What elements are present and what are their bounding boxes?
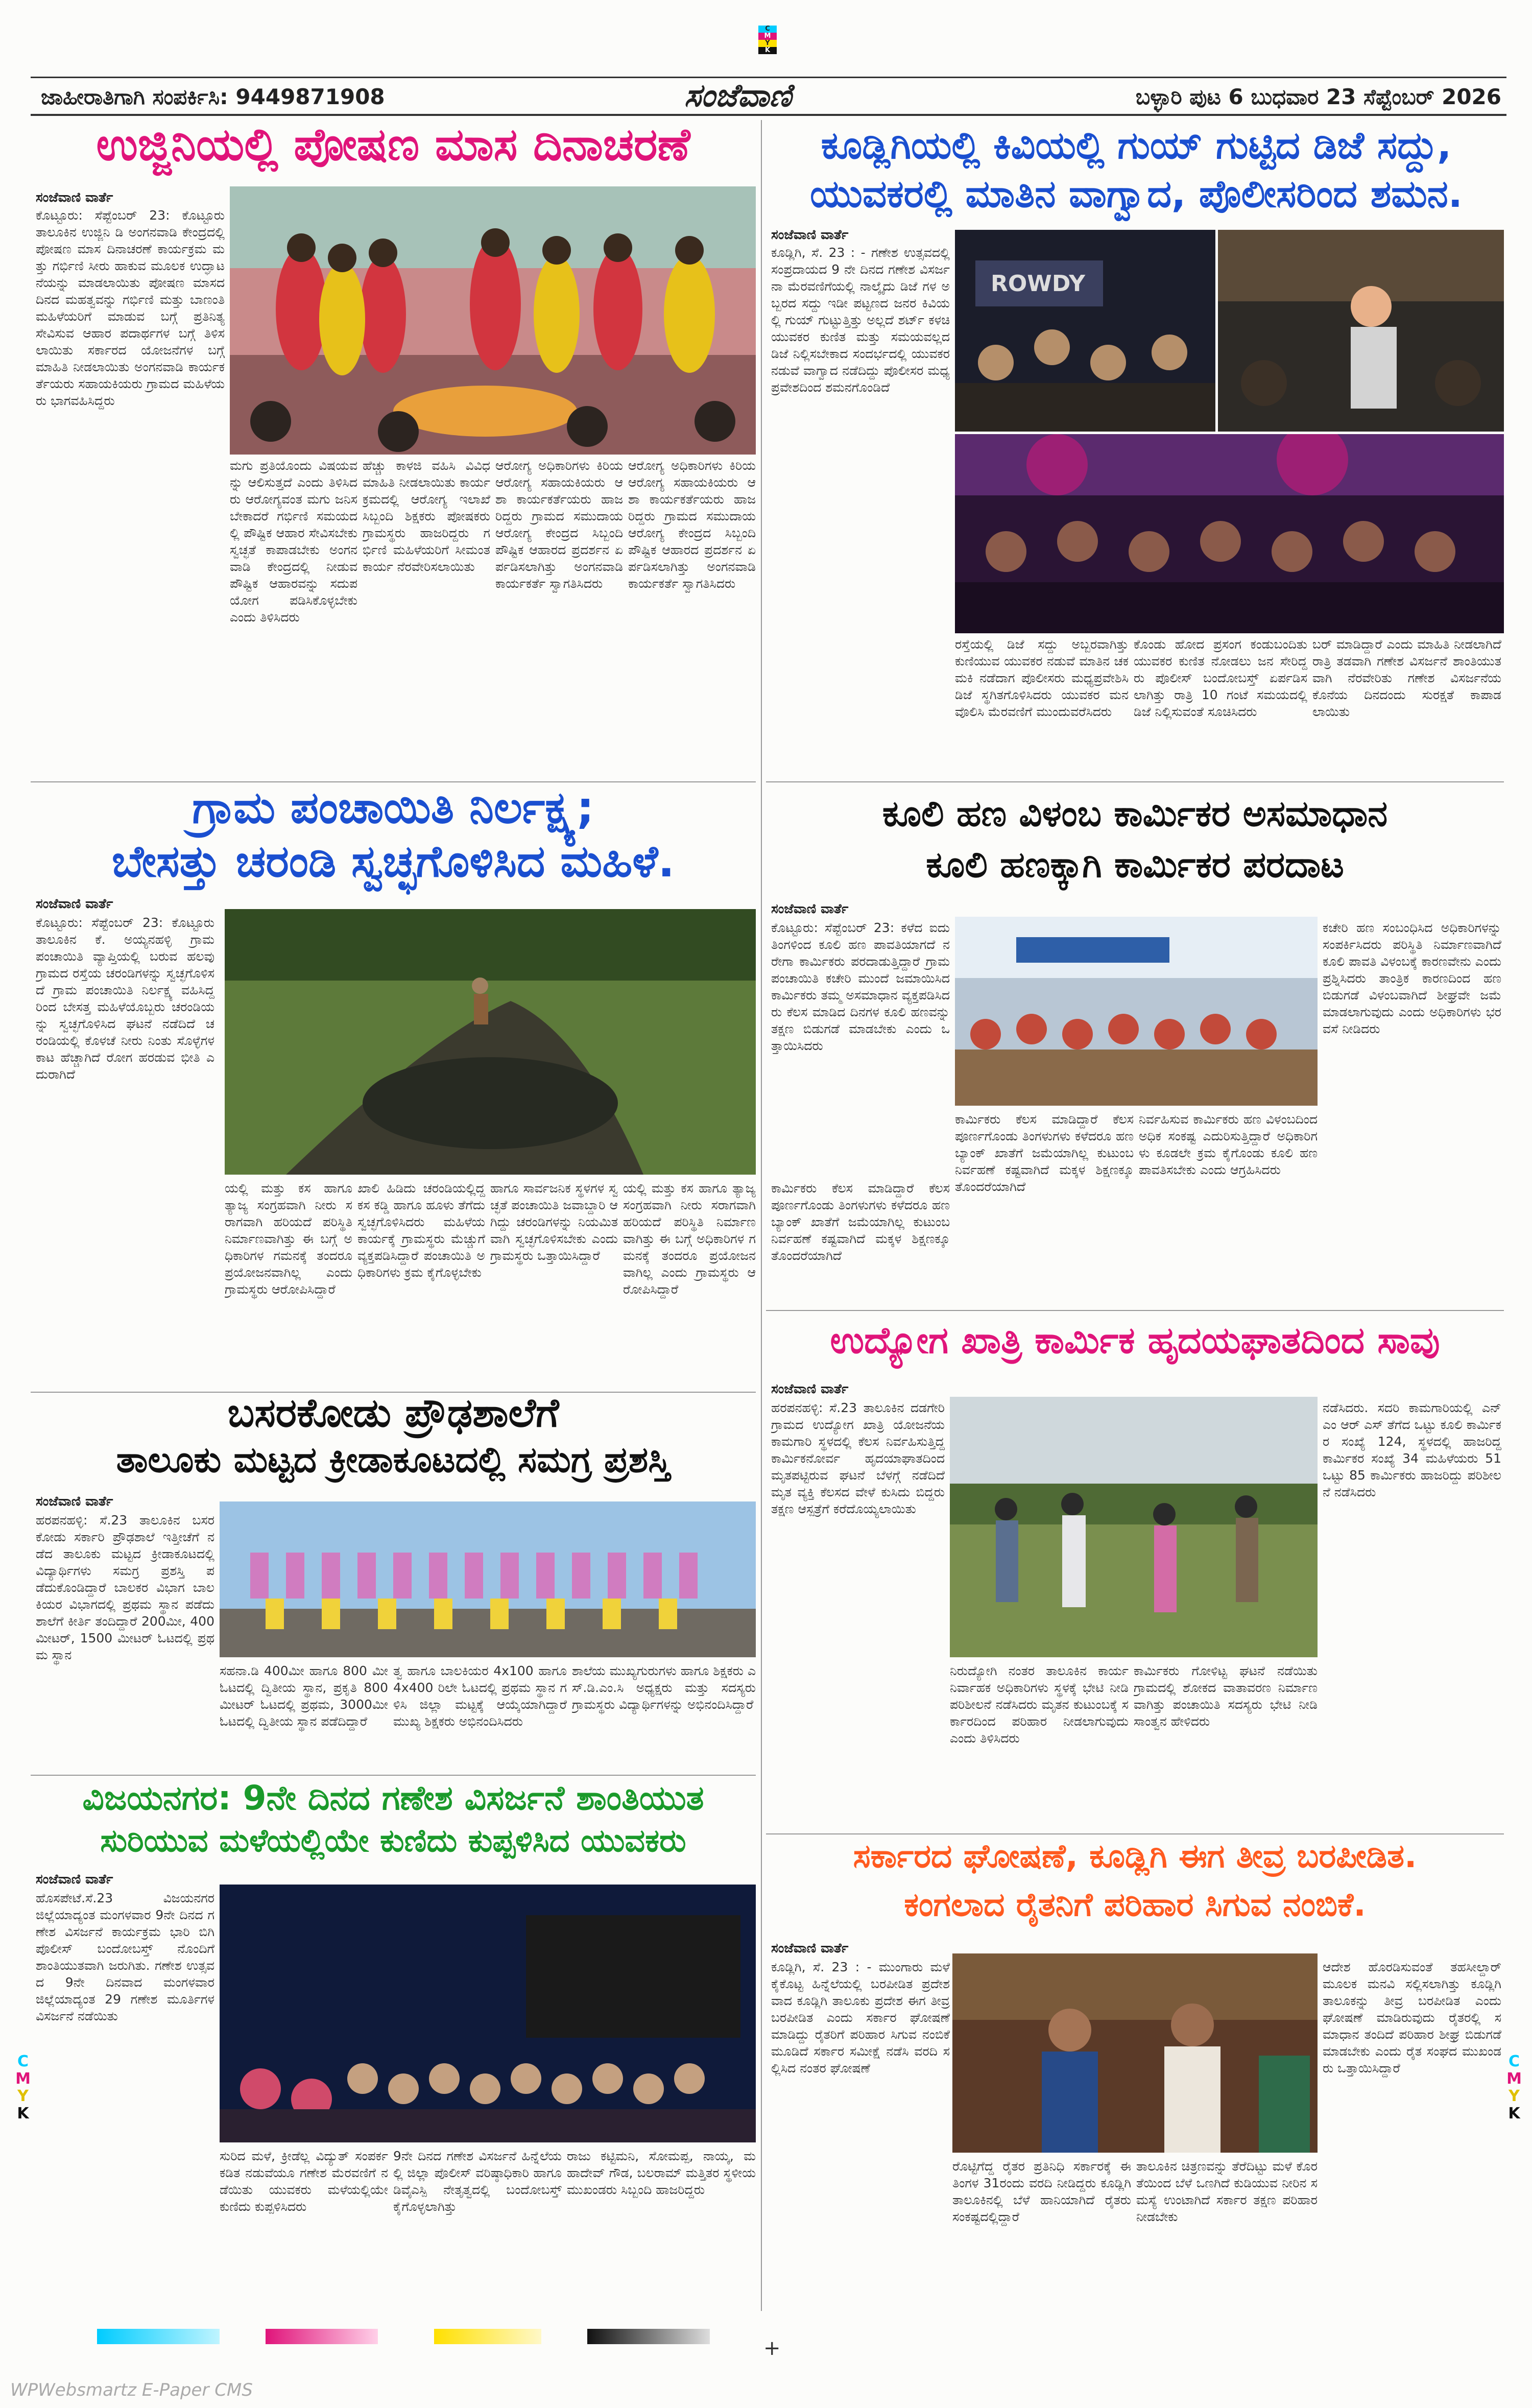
article-3-col-4: ಹಾಗೂ ಸಾರ್ವಜನಿಕ ಸ್ಥಳಗಳ ಸ್ವಚ್ಛತೆ ಪಂಚಾಯಿತಿ ಜವಾಬ್ದಾರಿ ಆಗಿದ್ದು ಚರಂಡಿಗಳನ್ನು ನಿಯಮಿತವಾಗಿ ಸ್ವಚ್ಛಗೊಳಿಸಬೇಕು ಎಂದು ಗ್ರಾಮಸ್ಥರು ಒತ್ತಾಯಿಸಿದ್ದಾರೆ — [490, 1181, 618, 1263]
article-3-photo — [225, 909, 756, 1175]
article-5-col-2: ಸಹನಾ.ಡಿ 400ಮೀ ಹಾಗೂ 800 ಮೀ ಓಟದಲ್ಲಿ ದ್ವಿತೀಯ ಸ್ಥಾನ, ಪ್ರಕೃತಿ 800 ಮೀಟರ್ ಓಟದಲ್ಲಿ ಪ್ರಥಮ, 3000ಮೀ ಓಟದಲ್ಲಿ ದ್ವಿತೀಯ ಸ್ಥಾನ ಪಡೆದಿದ್ದಾರೆ — [220, 1663, 388, 1729]
article-1-col-5: ಆರೋಗ್ಯ ಅಧಿಕಾರಿಗಳು ಕಿರಿಯ ಆರೋಗ್ಯ ಸಹಾಯಕಿಯರು ಆಶಾ ಕಾರ್ಯಕರ್ತೆಯರು ಹಾಜರಿದ್ದರು ಗ್ರಾಮದ ಸಮುದಾಯ ಆರೋಗ್ಯ ಕೇಂದ್ರದ ಸಿಬ್ಬಂದಿ ಪೌಷ್ಟಿಕ ಆಹಾರದ ಪ್ರದರ್ಶನ ಏರ್ಪಡಿಸಲಾಗಿತ್ತು ಅಂಗನವಾಡಿ ಕಾರ್ಯಕರ್ತೆ ಸ್ವಾಗತಿಸಿದರು — [628, 458, 756, 591]
article-6-col-2: ನಿರುದ್ಯೋಗಿ ನಂತರ ತಾಲೂಕಿನ ಕಾರ್ಯ ನಿರ್ವಾಹಕ ಅಧಿಕಾರಿಗಳು ಸ್ಥಳಕ್ಕೆ ಭೇಟಿ ನೀಡಿ ಪರಿಶೀಲನೆ ನಡೆಸಿದರು ಮೃತನ ಕುಟುಂಬಕ್ಕೆ ಸರ್ಕಾರದಿಂದ ಪರಿಹಾರ ನೀಡಲಾಗುವುದು ಎಂದು ತಿಳಿಸಿದರು — [950, 1663, 1129, 1746]
article-1-col-2: ಮಗು ಪ್ರತಿಯೊಂದು ವಿಷಯವನ್ನು ಆಲಿಸುತ್ತದೆ ಎಂದು ತಿಳಿಸಿದರು ಆರೋಗ್ಯವಂತ ಮಗು ಜನಿಸಬೇಕಾದರೆ ಗರ್ಭಿಣಿ ಸಮಯದಲ್ಲಿ ಪೌಷ್ಟಿಕ ಆಹಾರ ಸೇವಿಸಬೇಕು ಸ್ವಚ್ಛತೆ ಕಾಪಾಡಬೇಕು ಅಂಗನವಾಡಿ ಕೇಂದ್ರದಲ್ಲಿ ನೀಡುವ ಪೌಷ್ಟಿಕ ಆಹಾರವನ್ನು ಸದುಪಯೋಗ ಪಡಿಸಿಕೊಳ್ಳಬೇಕು ಎಂದು ತಿಳಿಸಿದರು — [230, 458, 357, 625]
article-4-col-3: ನಿರ್ವಹಿಸುವ ಕಾರ್ಮಿಕರು ಹಣ ವಿಳಂಬದಿಂದ ಅಧಿಕ ಸಂಕಷ್ಟ ಎದುರಿಸುತ್ತಿದ್ದಾರೆ ಅಧಿಕಾರಿಗಳು ಕೂಡಲೇ ಕ್ರಮ ಕೈಗೊಂಡು ಕೂಲಿ ಹಣ ಪಾವತಿಸಬೇಕು ಎಂದು ಆಗ್ರಹಿಸಿದರು — [1139, 1112, 1318, 1177]
registration-cross: + — [763, 2337, 781, 2360]
article-1-col-1: ಕೊಟ್ಟೂರು: ಸೆಪ್ಟೆಂಬರ್ 23: ಕೊಟ್ಟೂರು ತಾಲೂಕಿನ ಉಜ್ಜಿನಿ ಡಿ ಅಂಗನವಾಡಿ ಕೇಂದ್ರದಲ್ಲಿ ಪೋಷಣ ಮಾಸ ದಿನಾಚರಣೆ ಕಾರ್ಯಕ್ರಮ ಮತ್ತು ಗರ್ಭಿಣಿ ಸೀರು ಹಾಕುವ ಮೂಲಕ ಉದ್ಘಾಟನೆಯನ್ನು ಮಾಡಲಾಯಿತು ಪೋಷಣ ಮಾಸದ ದಿನದ ಮಹತ್ವವನ್ನು ಗರ್ಭಿಣಿ ಮತ್ತು ಬಾಣಂತಿ ಮಹಿಳೆಯರಿಗೆ ಮಾಡುವ ಬಗ್ಗೆ ಪ್ರತಿನಿತ್ಯ ಸೇವಿಸುವ ಆಹಾರ ಪದಾರ್ಥಗಳ ಬಗ್ಗೆ ತಿಳಿಸಲಾಯಿತು ಸರ್ಕಾರದ ಯೋಜನೆಗಳ ಬಗ್ಗೆ ಮಾಹಿತಿ ನೀಡಲಾಯಿತು ಅಂಗನವಾಡಿ ಕಾರ್ಯಕರ್ತೆಯರು ಸಹಾಯಕಿಯರು ಗ್ರಾಮದ ಮಹಿಳೆಯರು ಭಾಗವಹಿಸಿದ್ದರು — [36, 208, 225, 408]
article-8-byline: ಸಂಜೆವಾಣಿ ವಾರ್ತೆ — [771, 1941, 849, 1956]
article-1-byline: ಸಂಜೆವಾಣಿ ವಾರ್ತೆ — [36, 190, 113, 205]
article-5-byline: ಸಂಜೆವಾಣಿ ವಾರ್ತೆ — [36, 1494, 113, 1509]
article-8-headline-line-2: ಕಂಗಲಾದ ರೈತನಿಗೆ ಪರಿಹಾರ ಸಿಗುವ ನಂಬಿಕೆ. — [904, 1886, 1366, 1924]
article-8-col-3: ತಾಲೂಕಿನ ಚಿತ್ರಣವನ್ನು ತೆರೆದಿಟ್ಟು ಮಳೆ ಕೊರತೆಯಿಂದ ಬೆಳೆ ಒಣಗಿದೆ ಕುಡಿಯುವ ನೀರಿನ ಸಮಸ್ಯೆ ಉಂಟಾಗಿದೆ ಸರ್ಕಾರ ತಕ್ಷಣ ಪರಿಹಾರ ನೀಡಬೇಕು — [1136, 2159, 1318, 2224]
article-8-photo — [952, 1953, 1318, 2153]
article-2-photo-1 — [955, 230, 1215, 432]
article-3-col-1: ಕೊಟ್ಟೂರು: ಸೆಪ್ಟೆಂಬರ್ 23: ಕೊಟ್ಟೂರು ತಾಲೂಕಿನ ಕೆ. ಅಯ್ಯನಹಳ್ಳಿ ಗ್ರಾಮ ಪಂಚಾಯಿತಿ ವ್ಯಾಪ್ತಿಯಲ್ಲಿ ಬರುವ ಹಲವು ಗ್ರಾಮದ ರಸ್ತೆಯ ಚರಂಡಿಗಳನ್ನು ಸ್ವಚ್ಛಗೊಳಿಸದೆ ಗ್ರಾಮ ಪಂಚಾಯಿತಿ ನಿರ್ಲಕ್ಷ್ಯ ವಹಿಸಿದ್ದರಿಂದ ಬೇಸತ್ತ ಮಹಿಳೆಯೊಬ್ಬರು ಚರಂಡಿಯನ್ನು ಸ್ವಚ್ಛಗೊಳಿಸಿದ ಘಟನೆ ನಡೆದಿದೆ ಚರಂಡಿಯಲ್ಲಿ ಕೊಳಚೆ ನೀರು ನಿಂತು ಸೊಳ್ಳೆಗಳ ಕಾಟ ಹೆಚ್ಚಾಗಿದೆ ರೋಗ ಹರಡುವ ಭೀತಿ ಎದುರಾಗಿದೆ — [36, 915, 214, 1082]
article-2-headline-line-2: ಯುವಕರಲ್ಲಿ ಮಾತಿನ ವಾಗ್ವಾದ, ಪೊಲೀಸರಿಂದ ಶಮನ. — [810, 172, 1463, 216]
article-3-col-5: ಯಲ್ಲಿ ಮತ್ತು ಕಸ ಹಾಗೂ ತ್ಯಾಜ್ಯ ಸಂಗ್ರಹವಾಗಿ ನೀರು ಸರಾಗವಾಗಿ ಹರಿಯದೆ ಪರಿಸ್ಥಿತಿ ನಿರ್ಮಾಣವಾಗಿತ್ತು ಈ ಬಗ್ಗೆ ಅಧಿಕಾರಿಗಳ ಗಮನಕ್ಕೆ ತಂದರೂ ಪ್ರಯೋಜನವಾಗಿಲ್ಲ ಎಂದು ಗ್ರಾಮಸ್ಥರು ಆರೋಪಿಸಿದ್ದಾರೆ — [623, 1181, 756, 1297]
article-5-headline-line-1: ಬಸರಕೋಡು ಪ್ರೌಢಶಾಲೆಗೆ — [227, 1390, 559, 1436]
article-3-headline-line-2: ಬೇಸತ್ತು ಚರಂಡಿ ಸ್ವಚ್ಛಗೊಳಿಸಿದ ಮಹಿಳೆ. — [111, 836, 675, 887]
article-2-headline-line-1: ಕೂಡ್ಲಿಗಿಯಲ್ಲಿ ಕಿವಿಯಲ್ಲಿ ಗುಯ್ ಗುಟ್ಟಿದ ಡಿಜೆ ಸದ್ದು, — [821, 124, 1452, 168]
article-3-col-3: ಖಾಲಿ ಹಿಡಿದು ಚರಂಡಿಯಲ್ಲಿದ್ದ ಕಸ ಕಡ್ಡಿ ಹಾಗೂ ಹೂಳು ತೆಗೆದು ಸ್ವಚ್ಛಗೊಳಿಸಿದರು ಮಹಿಳೆಯ ಕಾರ್ಯಕ್ಕೆ ಗ್ರಾಮಸ್ಥರು ಮೆಚ್ಚುಗೆ ವ್ಯಕ್ತಪಡಿಸಿದ್ದಾರೆ ಪಂಚಾಯಿತಿ ಅಧಿಕಾರಿಗಳು ಕ್ರಮ ಕೈಗೊಳ್ಳಬೇಕು — [357, 1181, 485, 1280]
article-1-headline: ಉಜ್ಜಿನಿಯಲ್ಲಿ ಪೋಷಣ ಮಾಸ ದಿನಾಚರಣೆ — [96, 118, 690, 171]
article-4-byline: ಸಂಜೆವಾಣಿ ವಾರ್ತೆ — [771, 901, 849, 917]
article-1-photo — [230, 186, 756, 455]
article-5-col-3: ತ್ವ ಹಾಗೂ ಬಾಲಕಿಯರ 4x100 ಹಾಗೂ 4x400 ರಿಲೇ ಓಟದಲ್ಲಿ ಪ್ರಥಮ ಸ್ಥಾನ ಗಳಿಸಿ ಜಿಲ್ಲಾ ಮಟ್ಟಕ್ಕೆ ಆಯ್ಕೆಯಾಗಿದ್ದಾರೆ ಮುಖ್ಯ ಶಿಕ್ಷಕರು ಅಭಿನಂದಿಸಿದರು — [393, 1663, 567, 1729]
article-4-col-4: ಕಚೇರಿ ಹಣ ಸಂಬಂಧಿಸಿದ ಅಧಿಕಾರಿಗಳನ್ನು ಸಂಪರ್ಕಿಸಿದರು ಪರಿಸ್ಥಿತಿ ನಿರ್ಮಾಣವಾಗಿದೆ ಕೂಲಿ ಪಾವತಿ ವಿಳಂಬಕ್ಕೆ ಕಾರಣವೇನು ಎಂದು ಪ್ರಶ್ನಿಸಿದರು ತಾಂತ್ರಿಕ ಕಾರಣದಿಂದ ಹಣ ಬಿಡುಗಡೆ ವಿಳಂಬವಾಗಿದೆ ಶೀಘ್ರವೇ ಜಮೆ ಮಾಡಲಾಗುವುದು ಎಂದು ಅಧಿಕಾರಿಗಳು ಭರವಸೆ ನೀಡಿದರು — [1323, 920, 1501, 1036]
article-4-headline-line-1: ಕೂಲಿ ಹಣ ವಿಳಂಬ ಕಾರ್ಮಿಕರ ಅಸಮಾಧಾನ — [882, 793, 1388, 835]
article-7-photo — [220, 1885, 756, 2142]
article-2-photo-3 — [955, 434, 1504, 633]
article-7-col-1: ಹೊಸಪೇಟೆ.ಸೆ.23 ವಿಜಯನಗರ ಜಿಲ್ಲೆಯಾದ್ಯಂತ ಮಂಗಳವಾರ 9ನೇ ದಿನದ ಗಣೇಶ ವಿಸರ್ಜನೆ ಕಾರ್ಯಕ್ರಮ ಭಾರಿ ಬಿಗಿ ಪೊಲೀಸ್ ಬಂದೋಬಸ್ತ್ ನೊಂದಿಗೆ ಶಾಂತಿಯುತವಾಗಿ ಜರುಗಿತು. ಗಣೇಶ ಉತ್ಸವದ 9ನೇ ದಿನವಾದ ಮಂಗಳವಾರ ಜಿಲ್ಲೆಯಾದ್ಯಂತ 29 ಗಣೇಶ ಮೂರ್ತಿಗಳ ವಿಸರ್ಜನೆ ನಡೆಯಿತು — [36, 1891, 214, 2023]
article-2-photo-2 — [1218, 230, 1504, 432]
article-3-byline: ಸಂಜೆವಾಣಿ ವಾರ್ತೆ — [36, 896, 113, 912]
article-7-top-rule — [31, 1775, 756, 1776]
article-6-top-rule — [766, 1310, 1504, 1311]
article-5-photo — [220, 1501, 756, 1657]
cmyk-y: Y — [758, 40, 777, 47]
article-6-headline: ಉದ್ಯೋಗ ಖಾತ್ರಿ ಕಾರ್ಮಿಕ ಹೃದಯಘಾತದಿಂದ ಸಾವು — [830, 1319, 1440, 1362]
cmyk-m: M — [758, 33, 777, 40]
article-1-col-4: ಆರೋಗ್ಯ ಅಧಿಕಾರಿಗಳು ಕಿರಿಯ ಆರೋಗ್ಯ ಸಹಾಯಕಿಯರು ಆಶಾ ಕಾರ್ಯಕರ್ತೆಯರು ಹಾಜರಿದ್ದರು ಗ್ರಾಮದ ಸಮುದಾಯ ಆರೋಗ್ಯ ಕೇಂದ್ರದ ಸಿಬ್ಬಂದಿ ಪೌಷ್ಟಿಕ ಆಹಾರದ ಪ್ರದರ್ಶನ ಏರ್ಪಡಿಸಲಾಗಿತ್ತು ಅಂಗನವಾಡಿ ಕಾರ್ಯಕರ್ತೆ ಸ್ವಾಗತಿಸಿದರು — [495, 458, 623, 591]
article-4-photo — [955, 917, 1318, 1106]
article-8-headline-line-1: ಸರ್ಕಾರದ ಘೋಷಣೆ, ಕೂಡ್ಲಿಗಿ ಈಗ ತೀವ್ರ ಬರಪೀಡಿತ. — [853, 1838, 1417, 1875]
article-8-col-1: ಕೂಡ್ಲಿಗಿ, ಸೆ. 23 : - ಮುಂಗಾರು ಮಳೆ ಕೈಕೊಟ್ಟ ಹಿನ್ನೆಲೆಯಲ್ಲಿ ಬರಪೀಡಿತ ಪ್ರದೇಶವಾದ ಕೂಡ್ಲಿಗಿ ತಾಲೂಕು ಪ್ರದೇಶ ಈಗ ತೀವ್ರ ಬರಪೀಡಿತ ಎಂದು ಸರ್ಕಾರ ಘೋಷಣೆ ಮಾಡಿದ್ದು ರೈತರಿಗೆ ಪರಿಹಾರ ಸಿಗುವ ನಂಬಿಕೆ ಮೂಡಿದೆ ಸರ್ಕಾರ ಸಮೀಕ್ಷೆ ನಡೆಸಿ ವರದಿ ಸಲ್ಲಿಸಿದ ನಂತರ ಘೋಷಣೆ — [771, 1960, 950, 2076]
article-7-col-3: 9ನೇ ದಿನದ ಗಣೇಶ ವಿಸರ್ಜನೆ ಹಿನ್ನೆಲೆಯಲ್ಲಿ ಜಿಲ್ಲಾ ಪೊಲೀಸ್ ವರಿಷ್ಠಾಧಿಕಾರಿ ಹಾಗೂ ಡಿವೈಎಸ್ಪಿ ನೇತೃತ್ವದಲ್ಲಿ ಬಂದೋಬಸ್ತ್ ಕೈಗೊಳ್ಳಲಾಗಿತ್ತು — [393, 2149, 562, 2214]
article-5-col-1: ಹರಪನಹಳ್ಳಿ: ಸೆ.23 ತಾಲೂಕಿನ ಬಸರಕೋಡು ಸರ್ಕಾರಿ ಪ್ರೌಢಶಾಲೆ ಇತ್ತೀಚೆಗೆ ನಡೆದ ತಾಲೂಕು ಮಟ್ಟದ ಕ್ರೀಡಾಕೂಟದಲ್ಲಿ ವಿದ್ಯಾರ್ಥಿಗಳು ಸಮಗ್ರ ಪ್ರಶಸ್ತಿ ಪಡೆದುಕೊಂಡಿದ್ದಾರೆ ಬಾಲಕರ ವಿಭಾಗ ಬಾಲಕಿಯರ ವಿಭಾಗದಲ್ಲಿ ಪ್ರಥಮ ಸ್ಥಾನ ಪಡೆದು ಶಾಲೆಗೆ ಕೀರ್ತಿ ತಂದಿದ್ದಾರೆ 200ಮೀ, 400 ಮೀಟರ್, 1500 ಮೀಟರ್ ಓಟದಲ್ಲಿ ಪ್ರಥಮ ಸ್ಥಾನ — [36, 1513, 214, 1662]
ad-contact: ಜಾಹೀರಾತಿಗಾಗಿ ಸಂಪರ್ಕಿಸಿ: 9449871908 — [41, 84, 385, 109]
black-registration-bar — [587, 2329, 710, 2344]
magenta-registration-bar — [266, 2329, 378, 2344]
article-3-col-2: ಯಲ್ಲಿ ಮತ್ತು ಕಸ ಹಾಗೂ ತ್ಯಾಜ್ಯ ಸಂಗ್ರಹವಾಗಿ ನೀರು ಸರಾಗವಾಗಿ ಹರಿಯದೆ ಪರಿಸ್ಥಿತಿ ನಿರ್ಮಾಣವಾಗಿತ್ತು ಈ ಬಗ್ಗೆ ಅಧಿಕಾರಿಗಳ ಗಮನಕ್ಕೆ ತಂದರೂ ಪ್ರಯೋಜನವಾಗಿಲ್ಲ ಎಂದು ಗ್ರಾಮಸ್ಥರು ಆರೋಪಿಸಿದ್ದಾರೆ — [225, 1181, 352, 1297]
article-2-col-3: ಕೊಂಡು ಹೋದ ಪ್ರಸಂಗ ಕಂಡುಬಂದಿತು ಯುವಕರ ಕುಣಿತ ನೋಡಲು ಜನ ಸೇರಿದ್ದರು ಪೊಲೀಸ್ ಬಂದೋಬಸ್ತ್ ಏರ್ಪಡಿಸಲಾಗಿತ್ತು ರಾತ್ರಿ 10 ಗಂಟೆ ಸಮಯದಲ್ಲಿ ಡಿಜೆ ನಿಲ್ಲಿಸುವಂತೆ ಸೂಚಿಸಿದರು — [1134, 637, 1307, 719]
article-2-col-4: ಬರ್ ಮಾಡಿದ್ದಾರೆ ಎಂದು ಮಾಹಿತಿ ನೀಡಲಾಗಿದೆ ರಾತ್ರಿ ತಡವಾಗಿ ಗಣೇಶ ವಿಸರ್ಜನೆ ಶಾಂತಿಯುತವಾಗಿ ನೆರವೇರಿತು ಗಣೇಶ ವಿಸರ್ಜನೆಯ ಕೊನೆಯ ದಿನದಂದು ಸುರಕ್ಷತೆ ಕಾಪಾಡಲಾಯಿತು — [1312, 637, 1501, 719]
article-7-byline: ಸಂಜೆವಾಣಿ ವಾರ್ತೆ — [36, 1872, 113, 1887]
article-7-col-4: ರಾಜು ಕಟ್ಟಿಮನಿ, ಸೋಮಪ್ಪ, ನಾಯ್ಕ, ಮಹಾದೇವ್ ಗೌಡ, ಬಲರಾಮ್ ಮತ್ತಿತರ ಸ್ಥಳೀಯ ಮುಖಂಡರು ಸಿಬ್ಬಂದಿ ಹಾಜರಿದ್ದರು — [567, 2149, 756, 2197]
yellow-registration-bar — [434, 2329, 541, 2344]
article-2-col-2: ರಸ್ತೆಯಲ್ಲಿ ಡಿಜೆ ಸದ್ದು ಅಬ್ಬರವಾಗಿತ್ತು ಕುಣಿಯುವ ಯುವಕರ ನಡುವೆ ಮಾತಿನ ಚಕಮಕಿ ನಡೆದಾಗ ಪೊಲೀಸರು ಮಧ್ಯಪ್ರವೇಶಿಸಿ ಡಿಜೆ ಸ್ಥಗಿತಗೊಳಿಸಿದರು ಯುವಕರ ಮನವೊಲಿಸಿ ಮೆರವಣಿಗೆ ಮುಂದುವರೆಸಿದರು — [955, 637, 1129, 719]
top-cmyk-mark — [758, 26, 777, 54]
article-7-headline-line-2: ಸುರಿಯುವ ಮಳೆಯಲ್ಲಿಯೇ ಕುಣಿದು ಕುಪ್ಪಳಿಸಿದ ಯುವಕರು — [100, 1822, 686, 1859]
article-4-col-2: ಕಾರ್ಮಿಕರು ಕೆಲಸ ಮಾಡಿದ್ದಾರೆ ಕೆಲಸ ಪೂರ್ಣಗೊಂಡು ತಿಂಗಳುಗಳು ಕಳೆದರೂ ಹಣ ಬ್ಯಾಂಕ್ ಖಾತೆಗೆ ಜಮೆಯಾಗಿಲ್ಲ ಕುಟುಂಬ ನಿರ್ವಹಣೆ ಕಷ್ಟವಾಗಿದೆ ಮಕ್ಕಳ ಶಿಕ್ಷಣಕ್ಕೂ ತೊಂದರೆಯಾಗಿದೆ — [955, 1112, 1134, 1194]
article-2-col-1: ಕೂಡ್ಲಿಗಿ, ಸೆ. 23 : - ಗಣೇಶ ಉತ್ಸವದಲ್ಲಿ ಸಂಪ್ರದಾಯದ 9 ನೇ ದಿನದ ಗಣೇಶ ವಿಸರ್ಜನಾ ಮೆರವಣಿಗೆಯಲ್ಲಿ ನಾಲ್ಕೈದು ಡಿಜೆ ಗಳ ಅಬ್ಬರದ ಸದ್ದು ಇಡೀ ಪಟ್ಟಣದ ಜನರ ಕಿವಿಯಲ್ಲಿ ಗುಯ್ ಗುಟ್ಟುತ್ತಿತ್ತು ಅಲ್ಲದೆ ಶರ್ಟ್ ಕಳಚಿ ಯುವಕರ ಕುಣಿತ ಮತ್ತು ಸಮಯವಲ್ಲದ ಡಿಜೆ ನಿಲ್ಲಿಸಬೇಕಾದ ಸಂದರ್ಭದಲ್ಲಿ ಯುವಕರ ನಡುವೆ ವಾಗ್ವಾದ ನಡೆದಿದ್ದು ಪೊಲೀಸರ ಮಧ್ಯಪ್ರವೇಶದಿಂದ ಶಮನಗೊಂಡಿದೆ — [771, 245, 950, 395]
article-7-col-2: ಸುರಿದ ಮಳೆ, ಕ್ರೀಡೆಲ್ಲ ವಿದ್ಯುತ್ ಸಂಪರ್ಕ ಕಡಿತ ನಡುವೆಯೂ ಗಣೇಶ ಮೆರವಣಿಗೆ ನಡೆಯಿತು ಯುವಕರು ಮಳೆಯಲ್ಲಿಯೇ ಕುಣಿದು ಕುಪ್ಪಳಿಸಿದರು — [220, 2149, 388, 2214]
footer-credit: WPWebsmartz E-Paper CMS — [10, 2380, 253, 2400]
article-6-col-1: ಹರಪನಹಳ್ಳಿ: ಸೆ.23 ತಾಲೂಕಿನ ದಡಗೇರಿ ಗ್ರಾಮದ ಉದ್ಯೋಗ ಖಾತ್ರಿ ಯೋಜನೆಯ ಕಾಮಗಾರಿ ಸ್ಥಳದಲ್ಲಿ ಕೆಲಸ ನಿರ್ವಹಿಸುತ್ತಿದ್ದ ಕಾರ್ಮಿಕನೋರ್ವ ಹೃದಯಾಘಾತದಿಂದ ಮೃತಪಟ್ಟಿರುವ ಘಟನೆ ಬೆಳಗ್ಗೆ ನಡೆದಿದೆ ಮೃತ ವ್ಯಕ್ತಿ ಕೆಲಸದ ವೇಳೆ ಕುಸಿದು ಬಿದ್ದರು ತಕ್ಷಣ ಆಸ್ಪತ್ರೆಗೆ ಕರೆದೊಯ್ಯಲಾಯಿತು — [771, 1400, 945, 1516]
article-8-col-2: ರೊಟ್ಟಿಗೆದ್ದ ರೈತರ ಪ್ರತಿನಿಧಿ ಸರ್ಕಾರಕ್ಕೆ ಈ ತಿಂಗಳ 31ರಂದು ವರದಿ ನೀಡಿದ್ದರು ಕೂಡ್ಲಿಗಿ ತಾಲೂಕಿನಲ್ಲಿ ಬೆಳೆ ಹಾನಿಯಾಗಿದೆ ರೈತರು ಸಂಕಷ್ಟದಲ್ಲಿದ್ದಾರೆ — [952, 2159, 1131, 2224]
article-8-col-4: ಆದೇಶ ಹೊರಡಿಸುವಂತೆ ತಹಸೀಲ್ದಾರ್ ಮೂಲಕ ಮನವಿ ಸಲ್ಲಿಸಲಾಗಿತ್ತು ಕೂಡ್ಲಿಗಿ ತಾಲೂಕನ್ನು ತೀವ್ರ ಬರಪೀಡಿತ ಎಂದು ಘೋಷಣೆ ಮಾಡಿರುವುದು ರೈತರಲ್ಲಿ ಸಮಾಧಾನ ತಂದಿದೆ ಪರಿಹಾರ ಶೀಘ್ರ ಬಿಡುಗಡೆ ಮಾಡಬೇಕು ಎಂದು ರೈತ ಸಂಘದ ಮುಖಂಡರು ಒತ್ತಾಯಿಸಿದ್ದಾರೆ — [1323, 1960, 1501, 2076]
article-4-top-rule — [766, 781, 1504, 782]
cyan-registration-bar — [97, 2329, 220, 2344]
article-6-photo — [950, 1397, 1318, 1657]
left-cmyk-mark: C M Y K — [15, 2053, 31, 2123]
article-4-headline-line-2: ಕೂಲಿ ಹಣಕ್ಕಾಗಿ ಕಾರ್ಮಿಕರ ಪರದಾಟ — [926, 844, 1344, 886]
cmyk-k: K — [758, 47, 777, 54]
article-3-headline-line-1: ಗ್ರಾಮ ಪಂಚಾಯಿತಿ ನಿರ್ಲಕ್ಷ್ಯ; — [192, 782, 594, 833]
article-2-byline: ಸಂಜೆವಾಣಿ ವಾರ್ತೆ — [771, 227, 849, 243]
article-6-col-4: ನಡೆಸಿದರು. ಸದರಿ ಕಾಮಗಾರಿಯಲ್ಲಿ ಎನ್ ಎಂ ಆರ್ ಎಸ್ ತೆಗೆದ ಒಟ್ಟು ಕೂಲಿ ಕಾರ್ಮಿಕರ ಸಂಖ್ಯೆ 124, ಸ್ಥಳದಲ್ಲಿ ಹಾಜರಿದ್ದ ಕಾರ್ಮಿಕರ ಸಂಖ್ಯೆ 34 ಮಹಿಳೆಯರು 51 ಒಟ್ಟು 85 ಕಾರ್ಮಿಕರು ಹಾಜರಿದ್ದು ಪರಿಶೀಲನೆ ನಡೆಸಿದರು — [1323, 1400, 1501, 1499]
cmyk-c: C — [758, 26, 777, 33]
article-1-col-3: ಹೆಚ್ಚು ಕಾಳಜಿ ವಹಿಸಿ ವಿವಿಧ ಮಾಹಿತಿ ನೀಡಲಾಯಿತು ಕಾರ್ಯಕ್ರಮದಲ್ಲಿ ಆರೋಗ್ಯ ಇಲಾಖೆ ಸಿಬ್ಬಂದಿ ಶಿಕ್ಷಕರು ಪೋಷಕರು ಗ್ರಾಮಸ್ಥರು ಹಾಜರಿದ್ದರು ಗರ್ಭಿಣಿ ಮಹಿಳೆಯರಿಗೆ ಸೀಮಂತ ಕಾರ್ಯ ನೆರವೇರಿಸಲಾಯಿತು — [363, 458, 490, 574]
article-5-col-4: ಶಾಲೆಯ ಮುಖ್ಯಗುರುಗಳು ಹಾಗೂ ಶಿಕ್ಷಕರು ಎಸ್.ಡಿ.ಎಂ.ಸಿ ಅಧ್ಯಕ್ಷರು ಮತ್ತು ಸದಸ್ಯರು ಗ್ರಾಮಸ್ಥರು ವಿದ್ಯಾರ್ಥಿಗಳನ್ನು ಅಭಿನಂದಿಸಿದ್ದಾರೆ — [572, 1663, 756, 1712]
right-cmyk-mark: C M Y K — [1506, 2053, 1522, 2123]
newspaper-title: ಸಂಜೆವಾಣಿ — [684, 77, 792, 114]
article-7-headline-line-1: ವಿಜಯನಗರ: 9ನೇ ದಿನದ ಗಣೇಶ ವಿಸರ್ಜನೆ ಶಾಂತಿಯುತ — [82, 1778, 704, 1818]
article-5-headline-line-2: ತಾಲೂಕು ಮಟ್ಟದ ಕ್ರೀಡಾಕೂಟದಲ್ಲಿ ಸಮಗ್ರ ಪ್ರಶಸ್ತಿ — [116, 1439, 671, 1481]
svg-text:ROWDY: ROWDY — [991, 271, 1086, 297]
article-4-col-1: ಕೊಟ್ಟೂರು: ಸೆಪ್ಟೆಂಬರ್ 23: ಕಳೆದ ಐದು ತಿಂಗಳಿಂದ ಕೂಲಿ ಹಣ ಪಾವತಿಯಾಗದೆ ನರೇಗಾ ಕಾರ್ಮಿಕರು ಪರದಾಡುತ್ತಿದ್ದಾರೆ ಗ್ರಾಮ ಪಂಚಾಯಿತಿ ಕಚೇರಿ ಮುಂದೆ ಜಮಾಯಿಸಿದ ಕಾರ್ಮಿಕರು ತಮ್ಮ ಅಸಮಾಧಾನ ವ್ಯಕ್ತಪಡಿಸಿದರು ಕೆಲಸ ಮಾಡಿದ ದಿನಗಳ ಕೂಲಿ ಹಣವನ್ನು ತಕ್ಷಣ ಬಿಡುಗಡೆ ಮಾಡಬೇಕು ಎಂದು ಒತ್ತಾಯಿಸಿದರು — [771, 920, 950, 1053]
article-6-byline: ಸಂಜೆವಾಣಿ ವಾರ್ತೆ — [771, 1381, 849, 1397]
article-8-top-rule — [766, 1833, 1504, 1834]
dateline: ಬಳ್ಳಾರಿ ಪುಟ 6 ಬುಧವಾರ 23 ಸೆಪ್ಟೆಂಬರ್ 2026 — [1135, 84, 1501, 109]
article-6-col-3: ಕಾರ್ಮಿಕರು ಗೋಳಿಟ್ಟ ಘಟನೆ ನಡೆಯಿತು ಗ್ರಾಮದಲ್ಲಿ ಶೋಕದ ವಾತಾವರಣ ನಿರ್ಮಾಣವಾಗಿತ್ತು ಪಂಚಾಯಿತಿ ಸದಸ್ಯರು ಭೇಟಿ ನೀಡಿ ಸಾಂತ್ವನ ಹೇಳಿದರು — [1134, 1663, 1318, 1729]
center-divider — [761, 120, 762, 2311]
article-4-col-1b: ಕಾರ್ಮಿಕರು ಕೆಲಸ ಮಾಡಿದ್ದಾರೆ ಕೆಲಸ ಪೂರ್ಣಗೊಂಡು ತಿಂಗಳುಗಳು ಕಳೆದರೂ ಹಣ ಬ್ಯಾಂಕ್ ಖಾತೆಗೆ ಜಮೆಯಾಗಿಲ್ಲ ಕುಟುಂಬ ನಿರ್ವಹಣೆ ಕಷ್ಟವಾಗಿದೆ ಮಕ್ಕಳ ಶಿಕ್ಷಣಕ್ಕೂ ತೊಂದರೆಯಾಗಿದೆ — [771, 1181, 950, 1263]
